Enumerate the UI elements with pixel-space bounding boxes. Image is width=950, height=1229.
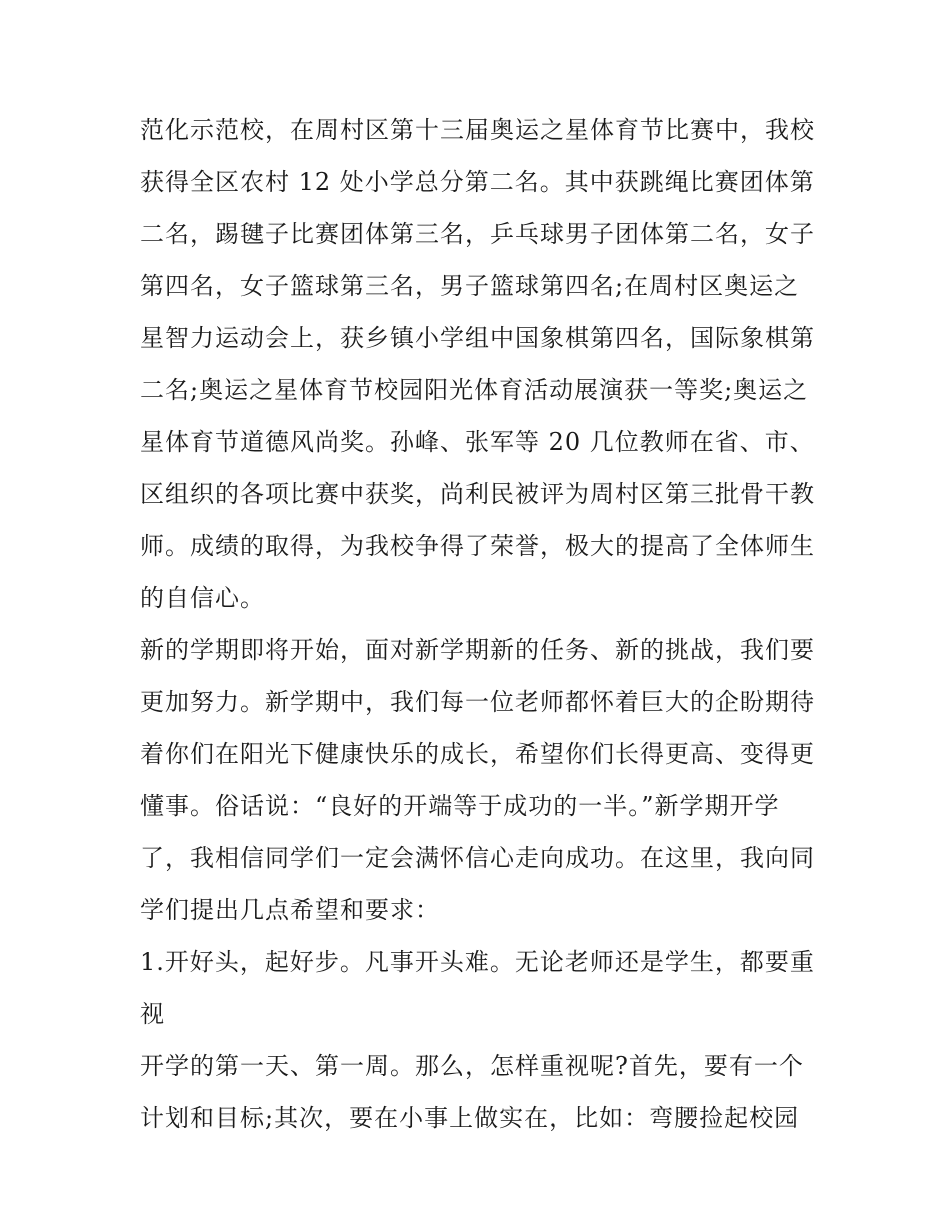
text-line: 懂事。俗话说：“良好的开端等于成功的一半。”新学期开学 — [140, 792, 780, 820]
text-line: 着你们在阳光下健康快乐的成长，希望你们长得更高、变得更 — [140, 740, 815, 768]
text-line: 开学的第一天、第一周。那么，怎样重视呢?首先，要有一个 — [140, 1052, 804, 1080]
text-line: 新的学期即将开始，面对新学期新的任务、新的挑战，我们要 — [140, 636, 815, 664]
text-line: 视 — [140, 1000, 165, 1028]
text-line: 学们提出几点希望和要求： — [140, 896, 440, 924]
text-line: 计划和目标;其次，要在小事上做实在，比如：弯腰捡起校园 — [140, 1104, 800, 1132]
text-line: 更加努力。新学期中，我们每一位老师都怀着巨大的企盼期待 — [140, 688, 815, 716]
text-line: 的自信心。 — [140, 584, 265, 612]
text-line: 范化示范校，在周村区第十三届奥运之星体育节比赛中，我校 — [140, 116, 815, 144]
text-line: 星智力运动会上，获乡镇小学组中国象棋第四名，国际象棋第 — [140, 324, 815, 352]
document-body — [140, 104, 820, 1144]
text-line: 第四名，女子篮球第三名，男子篮球第四名;在周村区奥运之 — [140, 272, 800, 300]
text-line: 了，我相信同学们一定会满怀信心走向成功。在这里，我向同 — [140, 844, 815, 872]
text-line: 区组织的各项比赛中获奖，尚利民被评为周村区第三批骨干教 — [140, 480, 815, 508]
text-line: 获得全区农村 12 处小学总分第二名。其中获跳绳比赛团体第 — [140, 168, 815, 196]
text-line: 星体育节道德风尚奖。孙峰、张军等 20 几位教师在省、市、 — [140, 428, 815, 456]
text-line: 二名;奥运之星体育节校园阳光体育活动展演获一等奖;奥运之 — [140, 376, 809, 404]
text-line: 1.开好头，起好步。凡事开头难。无论老师还是学生，都要重 — [140, 948, 815, 976]
text-line: 二名，踢毽子比赛团体第三名，乒乓球男子团体第二名，女子 — [140, 220, 815, 248]
text-line: 师。成绩的取得，为我校争得了荣誉，极大的提高了全体师生 — [140, 532, 815, 560]
